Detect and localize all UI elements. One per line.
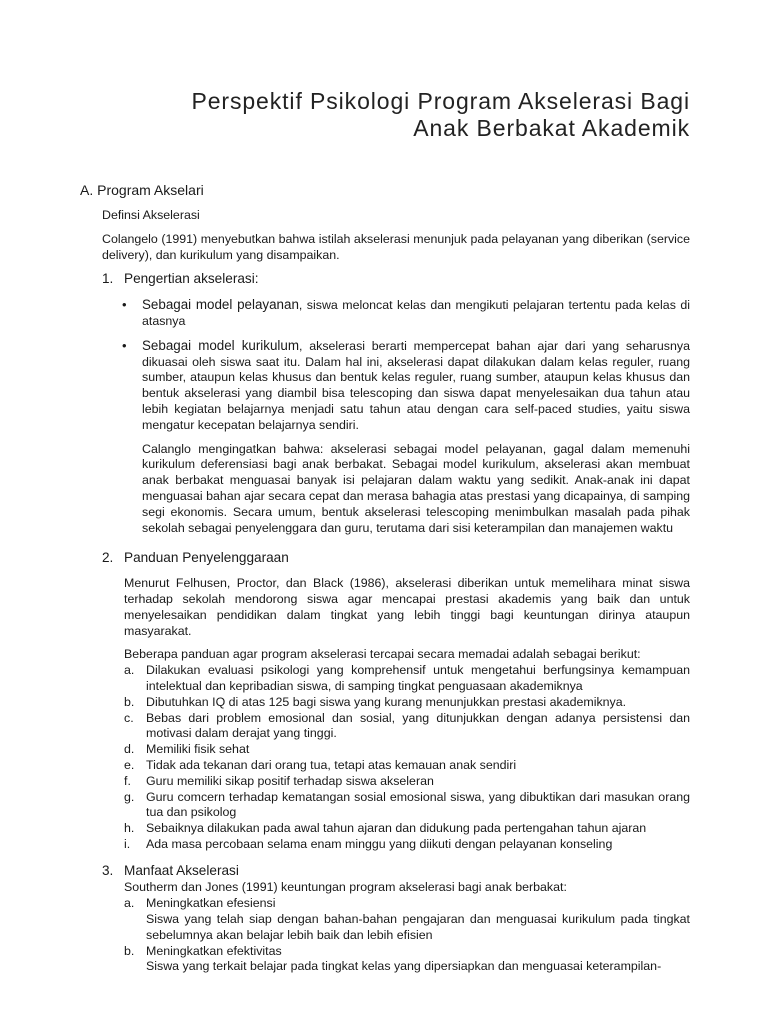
item-2-number: 2. <box>102 550 114 566</box>
bullet-body: , siswa meloncat kelas dan mengikuti pelajaran tertentu pada kelas di atasnya <box>142 298 690 328</box>
title-line-1: Perspektif Psikologi Program Akselerasi Bagi <box>191 88 690 114</box>
item-3-heading <box>102 863 690 879</box>
bullet-lead: Sebagai model pelayanan <box>142 297 299 313</box>
item-3-content <box>124 880 690 975</box>
item-1-note: Calanglo mengingatkan bahwa: akselerasi sebagai model pelayanan, gagal dalam memenuhi kurikulum deferensiasi bagi anak berbakat. Sebagai model kurikulum, akselerasi akan membuat anak berbakat menguasai banyak isi pelajaran dalam waktu yang sedikit. Anak-anak ini dapat menguasai bahan ajar secara cepat dan merasa bahagia atas prestasi yang dicapainya, di samping segi ekonomis. Secara umum, bentuk akselerasi telescoping menimbulkan masalah pada pihak sekolah sebagai penyelenggara dan guru, terutama dari sisi keterampilan dan manajemen waktu <box>142 441 690 535</box>
list-item: d. Memiliki fisik sehat <box>124 742 250 757</box>
list-item: b. Meningkatkan efektivitas <box>124 943 282 958</box>
document-title <box>191 88 690 142</box>
bullet-body: , akselerasi berarti mempercepat bahan ajar dari yang seharusnya dikuasai oleh siswa saat itu. Dalam hal ini, akselerasi dapat dilakukan dalam kelas reguler, ruang sumber, ataupun kelas khusus dan bentuk kelas reguler, ruang sumber, ataupun kelas khusus dan bentuk akselerasi yang diambil bisa telescoping dan siswa dapat menyelesaikan dua tahun atau lebih kegiatan belajarnya menjadi satu tahun atau dengan cara self-paced studies, yaitu siswa mengatur kecepatan belajarnya sendiri. <box>142 338 690 432</box>
item-2-paragraph-2: Beberapa panduan agar program akselerasi tercapai secara memadai adalah sebagai berikut: <box>124 647 641 662</box>
list-item: a. Dilakukan evaluasi psikologi yang komprehensif untuk mengetahui berfungsinya kemampuan intelektual dan kepribadian siswa, di samping tingkat penguasaan akademiknya <box>124 663 690 693</box>
item-1-number: 1. <box>102 271 114 287</box>
list-item: f. Guru memiliki sikap positif terhadap siswa akseleran <box>124 773 434 788</box>
list-item: c. Bebas dari problem emosional dan sosial, yang ditunjukkan dengan adanya persistensi dan motivasi dalam derajat yang tinggi. <box>124 710 690 741</box>
list-item-description: Siswa yang telah siap dengan bahan-bahan pengajaran dan menguasai kurikulum pada tingkat sebelumnya akan belajar lebih baik dan lebih efisien <box>146 912 690 942</box>
item-2-paragraph-1: Menurut Felhusen, Proctor, dan Black (1986), akselerasi diberikan untuk memelihara minat siswa terhadap sekolah mendorong siswa agar mencapai prestasi akademis yang baik dan untuk menyelesaikan pendidikan dalam tingkat yang lebih tinggi bagi keuntungan dirinya ataupun masyarakat. <box>124 576 690 638</box>
item-3-intro: Southerm dan Jones (1991) keuntungan program akselerasi bagi anak berbakat: <box>124 880 567 895</box>
item-3-title: Manfaat Akselerasi <box>124 862 239 878</box>
definition-subheading: Definsi Akselerasi <box>102 208 200 222</box>
bullet-text <box>142 338 690 434</box>
item-1-bullets <box>122 297 690 536</box>
item-3-number: 3. <box>102 862 114 878</box>
item-1-title: Pengertian akselerasi: <box>124 271 259 287</box>
section-a-heading: A. Program Akselari <box>80 182 204 198</box>
item-2-heading <box>102 550 690 566</box>
item-2-content <box>124 576 690 853</box>
intro-paragraph: Colangelo (1991) menyebutkan bahwa istilah akselerasi menunjuk pada pelayanan yang diberikan (service delivery), dan kurikulum yang disampaikan. <box>102 231 690 262</box>
list-item: g. Guru comcern terhadap kematangan sosial emosional siswa, yang dibuktikan dari masukan orang tua dan psikolog <box>124 789 690 820</box>
item-2-list <box>124 663 690 853</box>
title-line-2: Anak Berbakat Akademik <box>413 115 690 141</box>
list-item: a. Meningkatkan efesiensi <box>124 896 276 911</box>
list-item-description: Siswa yang terkait belajar pada tingkat kelas yang dipersiapkan dan menguasai keterampilan- <box>146 959 662 974</box>
bullet-icon: • <box>122 297 127 313</box>
bullet-lead: Sebagai model kurikulum <box>142 337 300 353</box>
bullet-icon: • <box>122 337 127 353</box>
list-item: e. Tidak ada tekanan dari orang tua, tetapi atas kemauan anak sendiri <box>124 757 517 772</box>
document-body <box>102 208 690 975</box>
bullet-item <box>122 338 690 434</box>
list-item: b. Dibutuhkan IQ di atas 125 bagi siswa yang kurang menunjukkan prestasi akademiknya. <box>124 694 627 709</box>
bullet-item <box>122 297 690 330</box>
list-item: i. Ada masa percobaan selama enam minggu yang diikuti dengan pelayanan konseling <box>124 836 613 851</box>
list-item: h. Sebaiknya dilakukan pada awal tahun ajaran dan didukung pada pertengahan tahun ajaran <box>124 821 647 836</box>
item-2-title: Panduan Penyelenggaraan <box>124 550 289 566</box>
item-1-heading <box>102 271 690 287</box>
bullet-text <box>142 297 690 330</box>
